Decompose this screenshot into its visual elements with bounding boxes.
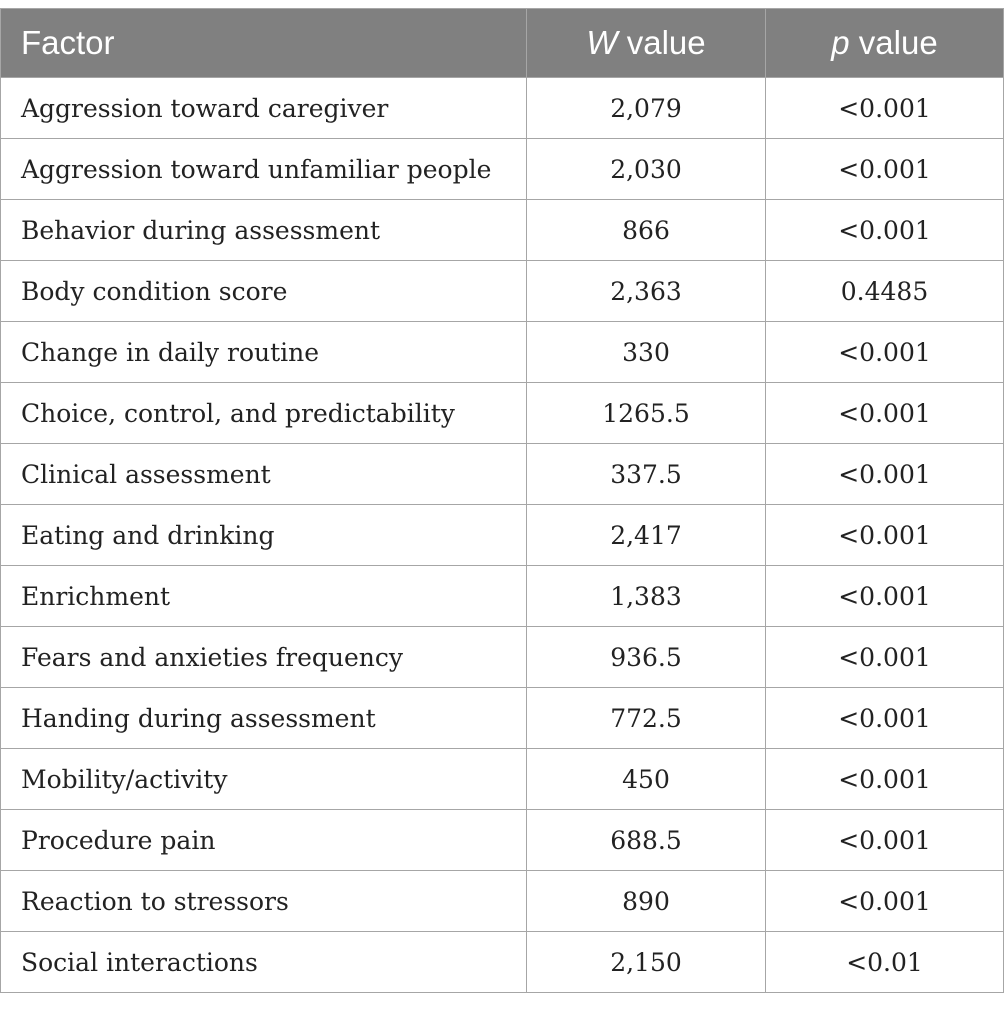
factor-cell: Eating and drinking bbox=[1, 505, 527, 566]
table-row bbox=[1, 566, 1004, 627]
table-row bbox=[1, 78, 1004, 139]
w-value-cell: 890 bbox=[527, 871, 766, 932]
p-value-cell: <0.01 bbox=[766, 932, 1004, 993]
w-value-cell: 2,079 bbox=[527, 78, 766, 139]
factor-cell: Choice, control, and predictability bbox=[1, 383, 527, 444]
p-value-cell: <0.001 bbox=[766, 78, 1004, 139]
w-value-cell: 2,030 bbox=[527, 139, 766, 200]
factor-cell: Social interactions bbox=[1, 932, 527, 993]
results-table bbox=[0, 8, 1004, 993]
factor-cell: Reaction to stressors bbox=[1, 871, 527, 932]
w-value-cell: 450 bbox=[527, 749, 766, 810]
factor-cell: Enrichment bbox=[1, 566, 527, 627]
w-value-cell: 1,383 bbox=[527, 566, 766, 627]
header-w-symbol: W bbox=[586, 24, 618, 61]
factor-cell: Handing during assessment bbox=[1, 688, 527, 749]
table-row bbox=[1, 261, 1004, 322]
p-value-cell: <0.001 bbox=[766, 871, 1004, 932]
p-value-cell: <0.001 bbox=[766, 749, 1004, 810]
w-value-cell: 936.5 bbox=[527, 627, 766, 688]
header-p-value bbox=[766, 9, 1004, 78]
table-row bbox=[1, 932, 1004, 993]
p-value-cell: <0.001 bbox=[766, 810, 1004, 871]
factor-cell: Aggression toward unfamiliar people bbox=[1, 139, 527, 200]
factor-cell: Body condition score bbox=[1, 261, 527, 322]
table-row bbox=[1, 688, 1004, 749]
header-p-symbol: p bbox=[831, 24, 850, 61]
table-row bbox=[1, 505, 1004, 566]
w-value-cell: 330 bbox=[527, 322, 766, 383]
table-row bbox=[1, 383, 1004, 444]
factor-cell: Fears and anxieties frequency bbox=[1, 627, 527, 688]
header-factor: Factor bbox=[1, 9, 527, 78]
w-value-cell: 2,363 bbox=[527, 261, 766, 322]
p-value-cell: <0.001 bbox=[766, 200, 1004, 261]
p-value-cell: <0.001 bbox=[766, 322, 1004, 383]
factor-cell: Clinical assessment bbox=[1, 444, 527, 505]
header-p-label: value bbox=[849, 24, 938, 61]
header-w-value bbox=[527, 9, 766, 78]
p-value-cell: <0.001 bbox=[766, 505, 1004, 566]
table-row bbox=[1, 444, 1004, 505]
w-value-cell: 1265.5 bbox=[527, 383, 766, 444]
p-value-cell: <0.001 bbox=[766, 444, 1004, 505]
p-value-cell: <0.001 bbox=[766, 383, 1004, 444]
p-value-cell: <0.001 bbox=[766, 139, 1004, 200]
header-w-label: value bbox=[617, 24, 706, 61]
table-row bbox=[1, 322, 1004, 383]
table-row bbox=[1, 871, 1004, 932]
w-value-cell: 688.5 bbox=[527, 810, 766, 871]
p-value-cell: <0.001 bbox=[766, 627, 1004, 688]
w-value-cell: 2,150 bbox=[527, 932, 766, 993]
table-row bbox=[1, 200, 1004, 261]
w-value-cell: 337.5 bbox=[527, 444, 766, 505]
factor-cell: Mobility/activity bbox=[1, 749, 527, 810]
table-row bbox=[1, 810, 1004, 871]
factor-cell: Aggression toward caregiver bbox=[1, 78, 527, 139]
w-value-cell: 2,417 bbox=[527, 505, 766, 566]
p-value-cell: 0.4485 bbox=[766, 261, 1004, 322]
table-row bbox=[1, 627, 1004, 688]
header-row bbox=[1, 9, 1004, 78]
p-value-cell: <0.001 bbox=[766, 566, 1004, 627]
table-row bbox=[1, 139, 1004, 200]
table-row bbox=[1, 749, 1004, 810]
table-header bbox=[1, 9, 1004, 78]
p-value-cell: <0.001 bbox=[766, 688, 1004, 749]
w-value-cell: 866 bbox=[527, 200, 766, 261]
factor-cell: Behavior during assessment bbox=[1, 200, 527, 261]
table-body bbox=[1, 78, 1004, 993]
w-value-cell: 772.5 bbox=[527, 688, 766, 749]
factor-cell: Procedure pain bbox=[1, 810, 527, 871]
factor-cell: Change in daily routine bbox=[1, 322, 527, 383]
